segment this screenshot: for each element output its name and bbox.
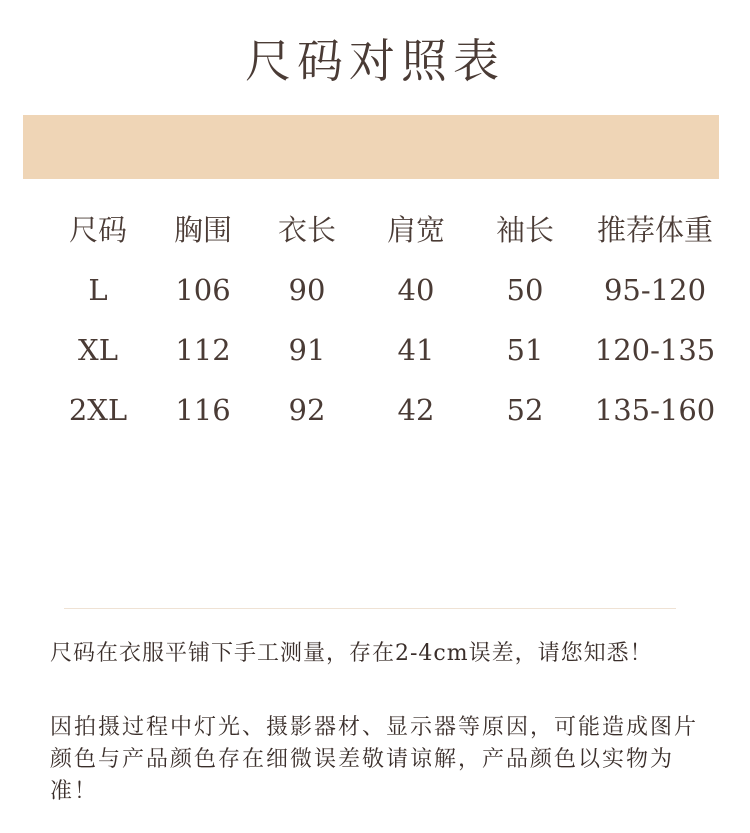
table-row [0,380,750,440]
table-cell: 50 [506,273,544,307]
table-cell: 40 [397,273,435,307]
header-cell-sleeve: 袖长 [495,213,555,247]
table-cell: 2XL [68,393,128,427]
table-cell: L [88,273,108,307]
table-row [0,320,750,380]
header-cell-size: 尺码 [68,213,128,247]
header-cell-shoulder: 肩宽 [386,213,446,247]
divider-line [64,608,676,609]
header-cell-length: 衣长 [277,213,337,247]
table-cell: 52 [506,393,544,427]
table-cell: 106 [175,273,231,307]
table-cell: 92 [288,393,326,427]
table-cell: 95-120 [603,273,707,307]
table-cell: 120-135 [594,333,716,367]
table-cell: 135-160 [594,393,716,427]
header-cell-weight: 推荐体重 [596,213,714,247]
table-cell: 41 [397,333,435,367]
page-title: 尺码对照表 [245,34,505,88]
table-header-row [0,200,750,260]
table-cell: 51 [506,333,544,367]
header-cell-chest: 胸围 [173,213,233,247]
table-row [0,260,750,320]
decorative-band [23,115,719,179]
table-cell: 90 [288,273,326,307]
table-cell: 91 [288,333,326,367]
table-cell: 112 [175,333,231,367]
measurement-note: 尺码在衣服平铺下手工测量，存在2-4cm误差，请您知悉！ [50,641,653,666]
table-cell: XL [78,333,118,367]
table-cell: 42 [397,393,435,427]
table-cell: 116 [175,393,231,427]
color-disclaimer: 因拍摄过程中灯光、摄影器材、显示器等原因，可能造成图片颜色与产品颜色存在细微误差敬请谅解，产品颜色以实物为准！ [50,715,699,804]
size-table [0,200,750,440]
